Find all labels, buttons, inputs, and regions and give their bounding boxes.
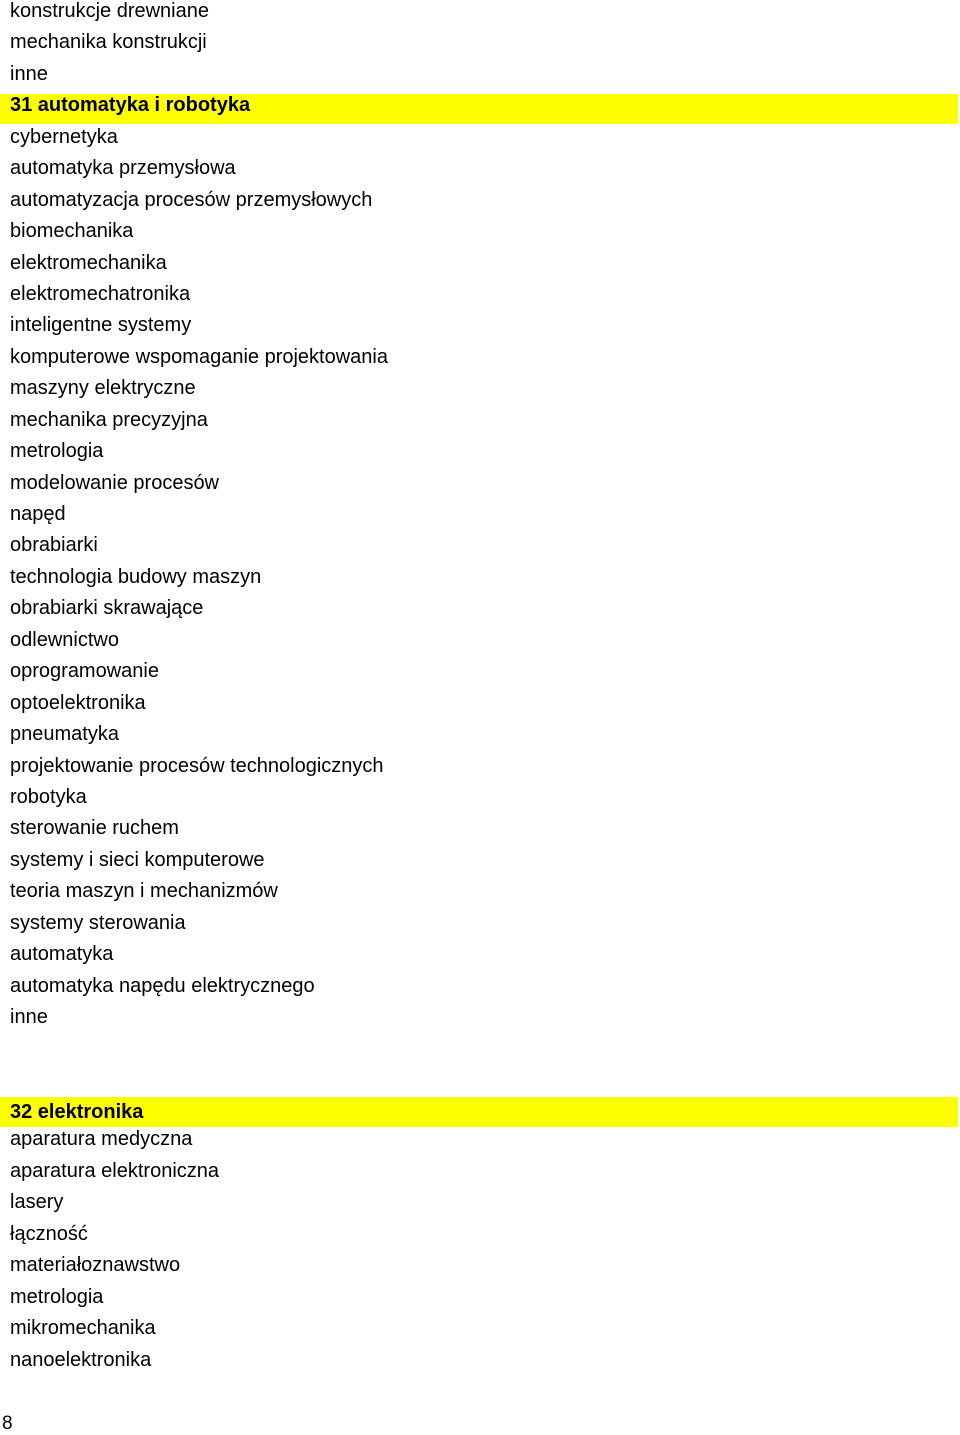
list-item: lasery (10, 1191, 64, 1214)
list-item: komputerowe wspomaganie projektowania (10, 345, 388, 368)
list-item: robotyka (10, 785, 87, 808)
list-item: mechanika konstrukcji (10, 31, 207, 54)
list-item: aparatura medyczna (10, 1128, 193, 1151)
list-item: automatyzacja procesów przemysłowych (10, 188, 373, 211)
list-item: automatyka (10, 943, 114, 966)
list-item: napęd (10, 503, 66, 525)
list-item: modelowanie procesów (10, 471, 220, 494)
list-item: nanoelektronika (10, 1348, 152, 1371)
list-item: systemy sterowania (10, 911, 186, 934)
list-item: mikromechanika (10, 1317, 156, 1340)
list-item: teoria maszyn i mechanizmów (10, 880, 278, 903)
list-item: aparatura elektroniczna (10, 1159, 220, 1182)
list-item: metrologia (10, 1285, 104, 1308)
list-item: cybernetyka (10, 125, 118, 148)
list-item: metrologia (10, 440, 104, 463)
list-item: obrabiarki (10, 534, 98, 557)
list-item: inne (10, 62, 48, 85)
list-item: obrabiarki skrawające (10, 597, 204, 620)
list-item: elektromechanika (10, 251, 167, 274)
list-item: inne (10, 1006, 48, 1028)
list-item: mechanika precyzyjna (10, 408, 208, 431)
list-item: automatyka przemysłowa (10, 157, 236, 180)
list-item: projektowanie procesów technologicznych (10, 754, 384, 777)
list-item: technologia budowy maszyn (10, 565, 262, 588)
section-heading-electronics: 32 elektronika (0, 1097, 958, 1127)
list-item: automatyka napędu elektrycznego (10, 974, 315, 997)
list-item: inteligentne systemy (10, 314, 192, 337)
category-list-electronics (0, 1097, 958, 1380)
list-item: materiałoznawstwo (10, 1254, 181, 1277)
list-item: pneumatyka (10, 723, 119, 746)
list-item: odlewnictwo (10, 628, 119, 651)
list-item: elektromechatronika (10, 282, 191, 305)
section-heading-automation: 31 automatyka i robotyka (0, 94, 958, 124)
list-item: maszyny elektryczne (10, 377, 196, 400)
list-item: systemy i sieci komputerowe (10, 848, 265, 871)
list-item: sterowanie ruchem (10, 817, 179, 840)
list-item: konstrukcje drewniane (10, 0, 209, 22)
list-item: biomechanika (10, 220, 134, 243)
list-item: łączność (10, 1222, 88, 1245)
page-number: 8 (2, 1413, 13, 1434)
list-item: optoelektronika (10, 691, 146, 714)
list-item: oprogramowanie (10, 660, 159, 683)
